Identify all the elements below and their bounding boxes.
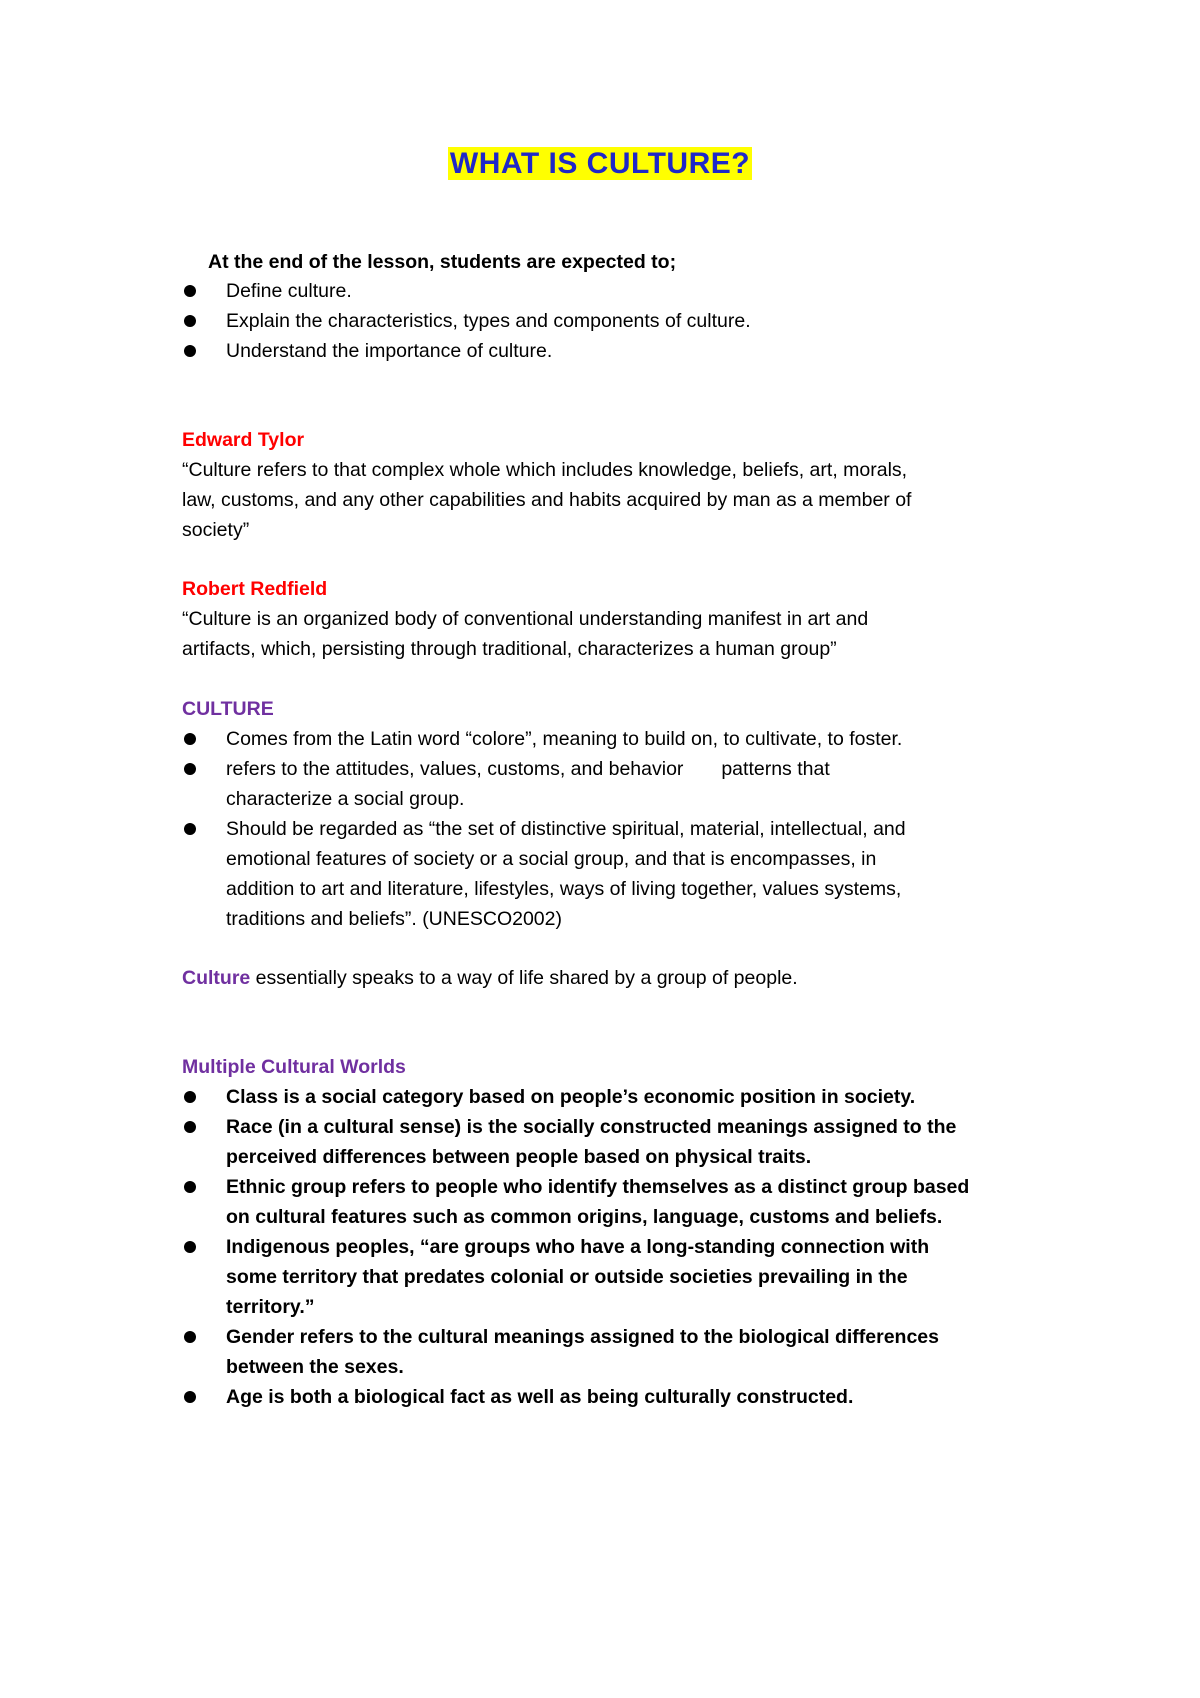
- bullet-icon: [184, 1241, 196, 1253]
- tylor-quote-line: society”: [182, 519, 250, 541]
- page-title: [0, 144, 1200, 184]
- bullet-icon: [184, 1181, 196, 1193]
- objectives-intro: At the end of the lesson, students are expected to;: [208, 251, 677, 273]
- bullet-icon: [184, 315, 196, 327]
- list-item: Race (in a cultural sense) is the socially constructed meanings assigned to the perceived differences between people based on physical traits.: [182, 1112, 969, 1172]
- list-item: Explain the characteristics, types and components of culture.: [182, 306, 751, 336]
- culture-heading: CULTURE: [182, 698, 274, 720]
- page-title-text: WHAT IS CULTURE?: [449, 147, 751, 180]
- list-item: Indigenous peoples, “are groups who have a long-standing connection with some territory that predates colonial or outside societies prevailing in the territory.”: [182, 1232, 969, 1322]
- list-item: Gender refers to the cultural meanings assigned to the biological differences between the sexes.: [182, 1322, 969, 1382]
- list-item: Understand the importance of culture.: [182, 336, 751, 366]
- redfield-heading: Robert Redfield: [182, 578, 328, 600]
- objectives-list: [182, 276, 751, 366]
- tylor-quote-line: law, customs, and any other capabilities and habits acquired by man as a member of: [182, 489, 912, 511]
- bullet-icon: [184, 1391, 196, 1403]
- culture-summary: [182, 963, 798, 993]
- culture-summary-term: Culture: [182, 967, 251, 989]
- list-item: Define culture.: [182, 276, 751, 306]
- culture-list: [182, 724, 906, 934]
- list-item: Age is both a biological fact as well as being culturally constructed.: [182, 1382, 969, 1412]
- bullet-icon: [184, 733, 196, 745]
- list-item: Should be regarded as “the set of distinctive spiritual, material, intellectual, and emotional features of society or a social group, and that is encompasses, in addition to art and literature, lifestyles, ways of living together, values systems, traditions and beliefs”. (UNESCO2002): [182, 814, 906, 934]
- tylor-heading: Edward Tylor: [182, 429, 305, 451]
- culture-summary-text: essentially speaks to a way of life shared by a group of people.: [250, 967, 798, 989]
- redfield-quote-line: “Culture is an organized body of conventional understanding manifest in art and: [182, 608, 869, 630]
- list-item: Class is a social category based on people’s economic position in society.: [182, 1082, 969, 1112]
- bullet-icon: [184, 345, 196, 357]
- bullet-icon: [184, 1331, 196, 1343]
- bullet-icon: [184, 1121, 196, 1133]
- tylor-quote-line: “Culture refers to that complex whole which includes knowledge, beliefs, art, morals,: [182, 459, 908, 481]
- bullet-icon: [184, 763, 196, 775]
- worlds-heading: Multiple Cultural Worlds: [182, 1056, 406, 1078]
- list-item: refers to the attitudes, values, customs, and behavior patterns that characterize a social group.: [182, 754, 906, 814]
- bullet-icon: [184, 285, 196, 297]
- worlds-list: [182, 1082, 969, 1412]
- bullet-icon: [184, 823, 196, 835]
- bullet-icon: [184, 1091, 196, 1103]
- list-item: Comes from the Latin word “colore”, meaning to build on, to cultivate, to foster.: [182, 724, 906, 754]
- list-item: Ethnic group refers to people who identify themselves as a distinct group based on cultural features such as common origins, language, customs and beliefs.: [182, 1172, 969, 1232]
- redfield-quote-line: artifacts, which, persisting through traditional, characterizes a human group”: [182, 638, 837, 660]
